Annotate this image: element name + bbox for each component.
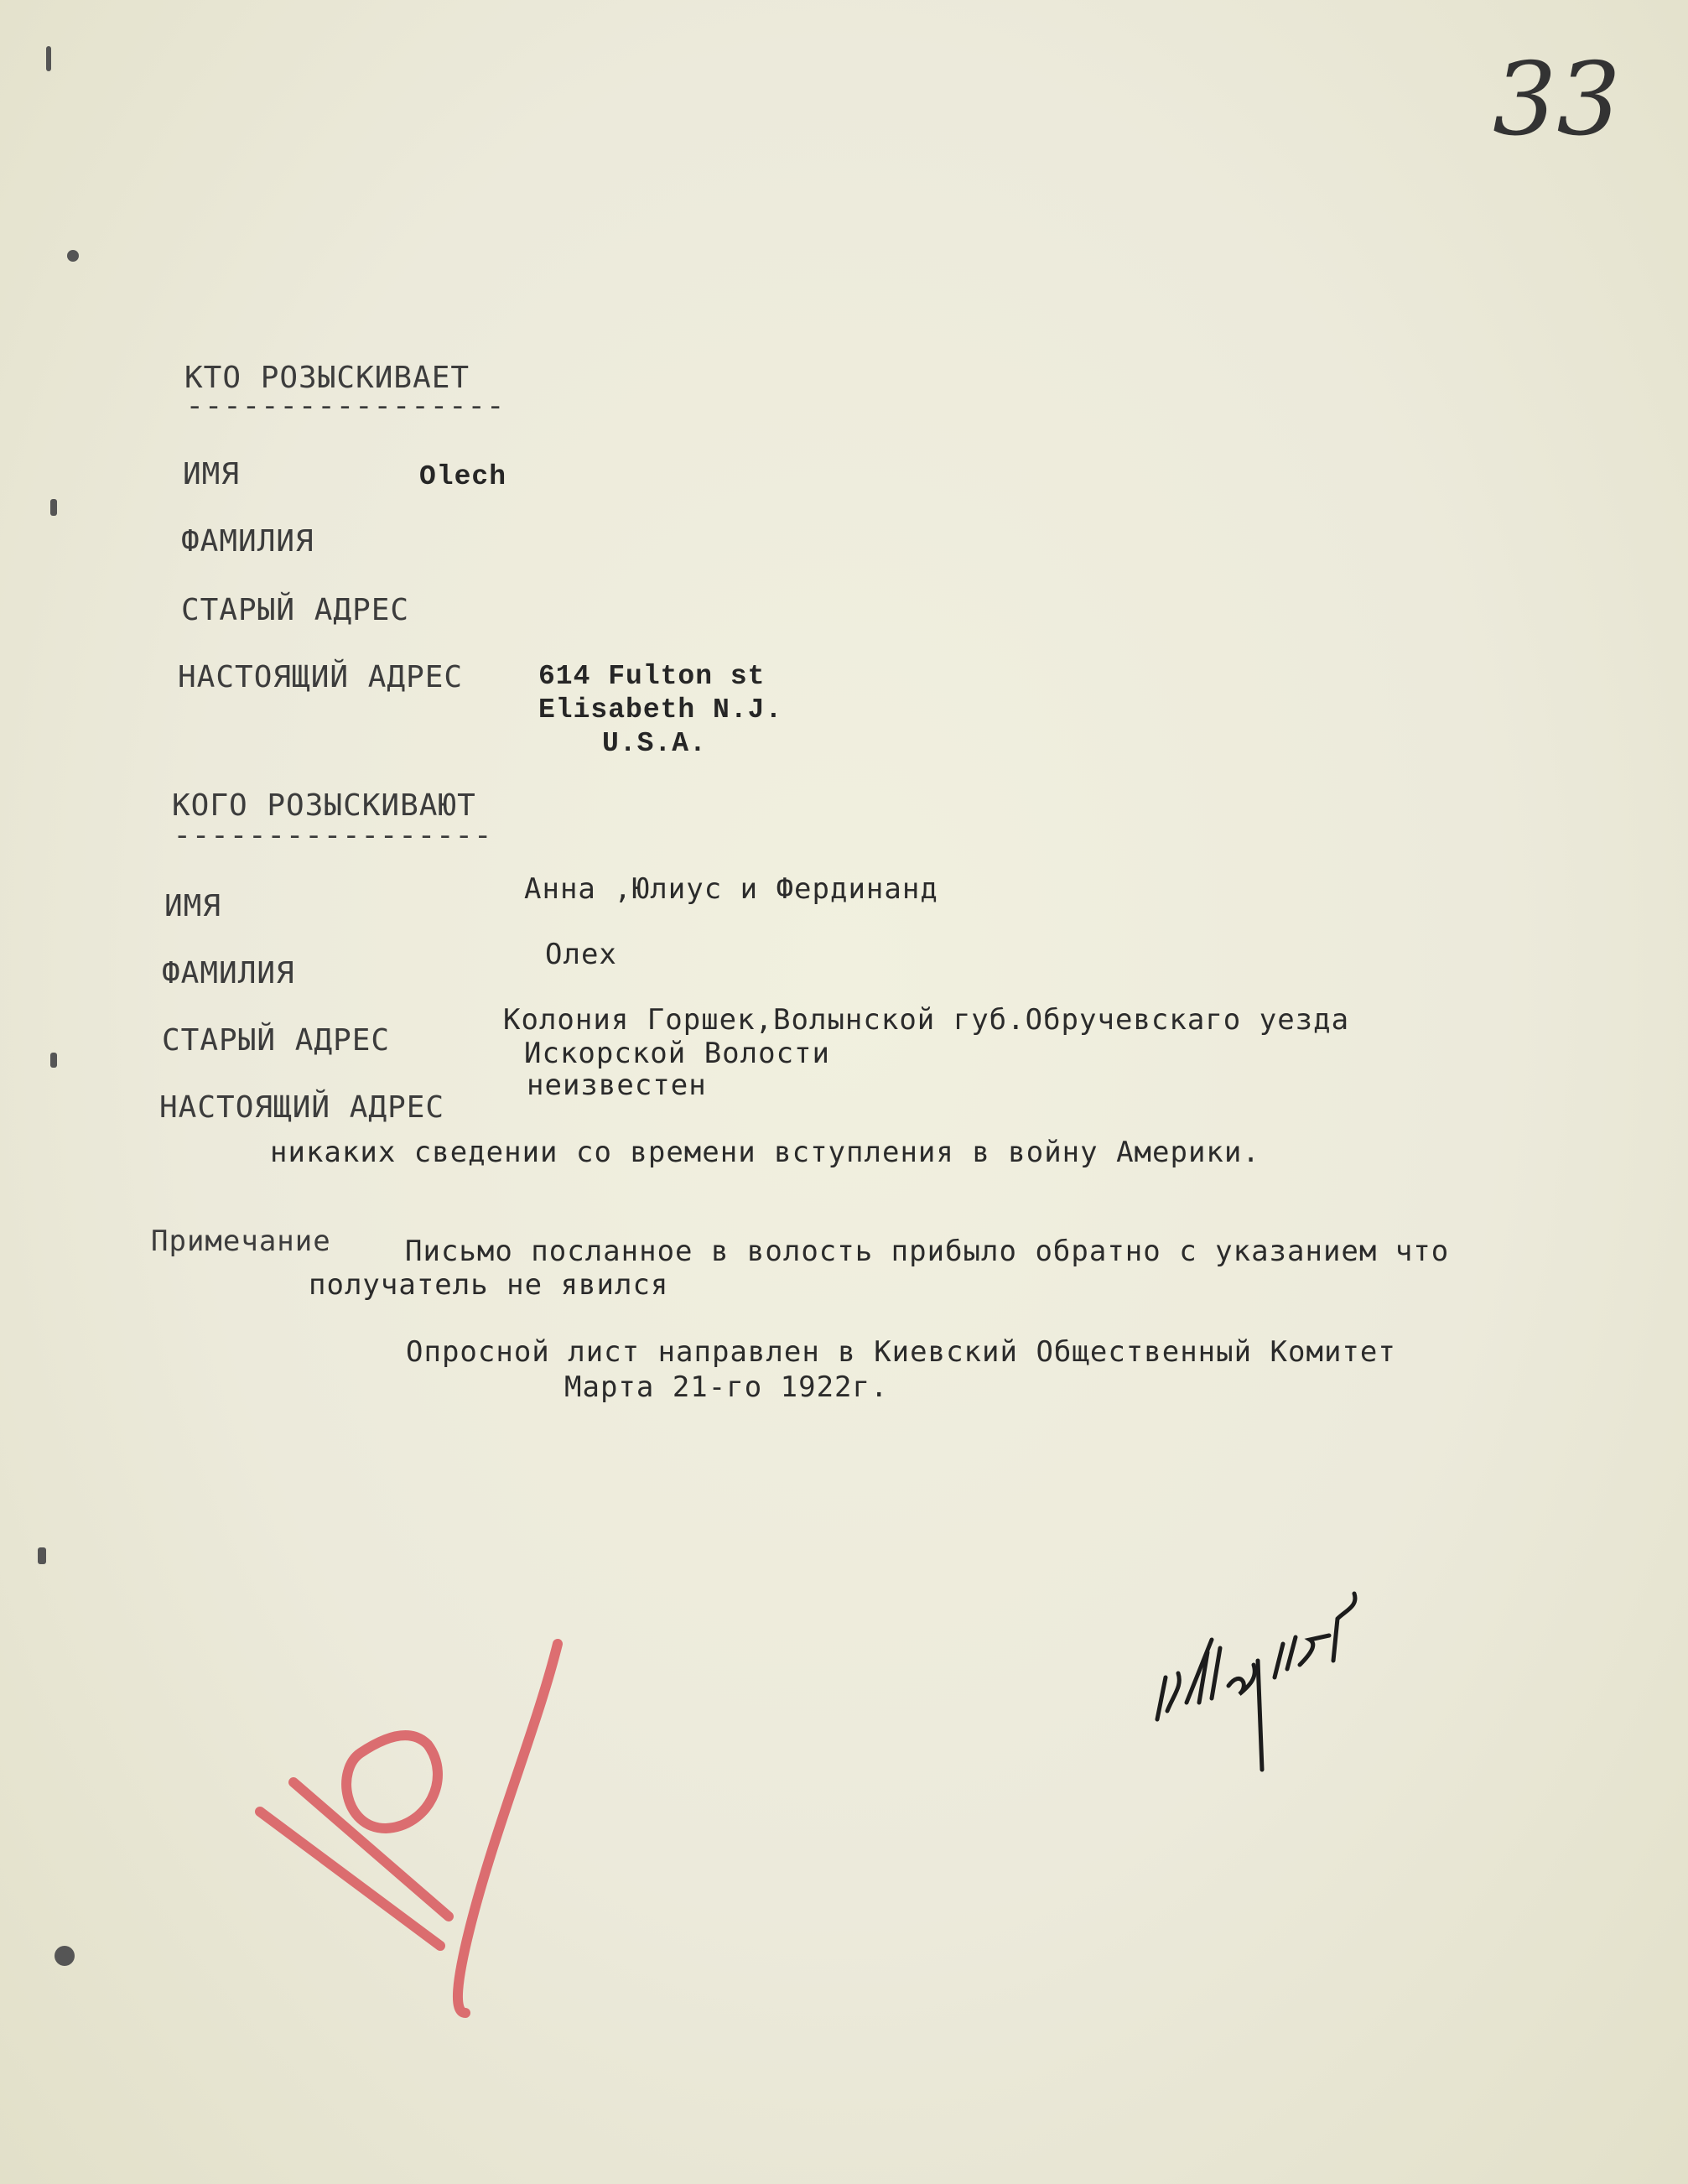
who-sought-surname-value: Олех <box>545 938 617 971</box>
who-sought-first-name-value: Анна ,Юлиус и Фердинанд <box>524 872 938 906</box>
no-info-line: никаких сведении со времени вступления в войну Америки. <box>270 1136 1260 1169</box>
handwritten-signature <box>1149 1560 1384 1778</box>
page-number: 33 <box>1493 42 1621 159</box>
who-sought-old-address-line-1: Колония Горшек,Волынской губ.Обручевскаго уезда <box>503 1003 1350 1037</box>
footer-line-2: Марта 21-го 1922г. <box>564 1370 889 1404</box>
who-searches-address-line-3: U.S.A. <box>602 728 707 759</box>
ink-speck <box>55 1946 75 1966</box>
ink-speck <box>50 1053 57 1068</box>
who-sought-old-address-label: СТАРЫЙ АДРЕС <box>162 1023 391 1058</box>
note-line-2: получатель не явился <box>309 1268 669 1302</box>
who-sought-old-address-line-2: Искорской Волости <box>524 1037 830 1070</box>
who-searches-address-line-1: 614 Fulton st <box>538 661 766 692</box>
ink-speck <box>50 499 57 516</box>
who-searches-underline: ----------------- <box>186 393 506 424</box>
red-crayon-mark <box>243 1610 579 2046</box>
who-sought-underline: ----------------- <box>174 822 493 854</box>
who-sought-first-name-label: ИМЯ <box>164 889 222 923</box>
who-searches-surname-label: ФАМИЛИЯ <box>181 524 314 559</box>
footer-line-1: Опросной лист направлен в Киевский Общественный Комитет <box>406 1335 1396 1369</box>
who-searches-heading: КТО РОЗЫСКИВАЕТ <box>184 361 470 395</box>
who-searches-first-name-label: ИМЯ <box>183 457 241 491</box>
who-sought-current-address-label: НАСТОЯЩИЙ АДРЕС <box>159 1090 445 1125</box>
who-searches-old-address-label: СТАРЫЙ АДРЕС <box>181 593 410 627</box>
ink-speck <box>46 46 51 71</box>
ink-speck <box>67 250 79 262</box>
who-sought-heading: КОГО РОЗЫСКИВАЮТ <box>172 788 476 823</box>
ink-speck <box>38 1547 46 1564</box>
note-label: Примечание <box>151 1225 331 1258</box>
who-searches-first-name-value: Olech <box>419 461 507 492</box>
who-sought-surname-label: ФАМИЛИЯ <box>162 956 295 991</box>
who-sought-current-address-value: неизвестен <box>527 1069 707 1102</box>
who-searches-current-address-label: НАСТОЯЩИЙ АДРЕС <box>178 660 464 694</box>
who-searches-address-line-2: Elisabeth N.J. <box>538 694 783 725</box>
note-line-1: Письмо посланное в волость прибыло обратно с указанием что <box>405 1235 1450 1268</box>
